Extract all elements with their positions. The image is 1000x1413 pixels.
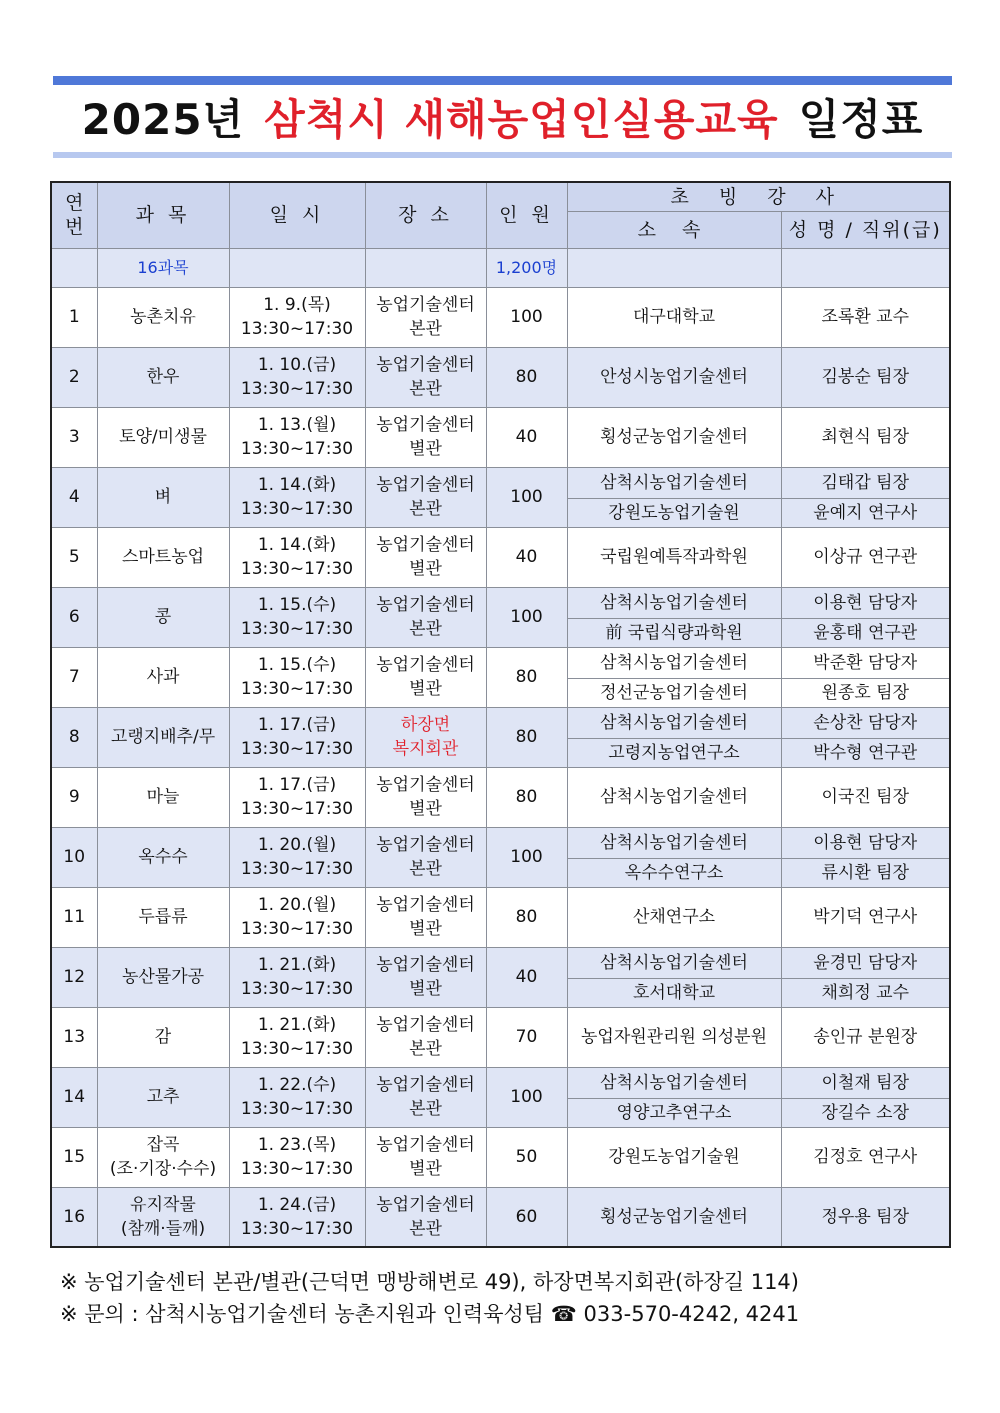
subject-line-2: (참깨·들깨) [120, 1218, 206, 1239]
affiliation-cell: 산채연구소 [567, 887, 781, 947]
instructor-name-cell: 이국진 팀장 [781, 767, 950, 827]
instructor-name-cell: 김태갑 팀장 [781, 467, 950, 498]
table-row [51, 527, 950, 587]
place-line-2: 복지회관 [392, 739, 459, 759]
table-row [51, 587, 950, 618]
row-number: 8 [51, 707, 97, 767]
table-row [51, 347, 950, 407]
place-line-1: 농업기술센터 [376, 655, 475, 675]
count-cell: 60 [486, 1187, 567, 1247]
affiliation-cell: 농업자원관리원 의성분원 [567, 1007, 781, 1067]
place-line-2: 별관 [409, 979, 442, 999]
title-bottom-bar [53, 152, 952, 158]
time-text: 13:30~17:30 [240, 859, 354, 879]
date-text: 1. 21.(화) [257, 955, 337, 975]
place-line-2: 본관 [409, 1218, 442, 1239]
time-text: 13:30~17:30 [240, 1039, 354, 1059]
table-row [51, 887, 950, 947]
affiliation-cell: 횡성군농업기술센터 [567, 407, 781, 467]
subject-cell [97, 1187, 229, 1247]
place-line-1: 농업기술센터 [376, 1015, 475, 1035]
header-place: 장 소 [365, 182, 486, 248]
place-line-2: 별관 [409, 679, 442, 699]
subject-cell: 옥수수 [97, 827, 229, 887]
subject-cell: 벼 [97, 467, 229, 527]
affiliation-cell: 삼척시농업기술센터 [567, 647, 781, 678]
date-text: 1. 24.(금) [257, 1194, 337, 1215]
time-text: 13:30~17:30 [240, 379, 354, 399]
instructor-name-cell: 최현식 팀장 [781, 407, 950, 467]
datetime-cell [229, 1187, 365, 1247]
instructor-name-cell: 채희정 교수 [781, 978, 950, 1007]
table-row [51, 947, 950, 978]
time-text: 13:30~17:30 [240, 1159, 354, 1179]
place-line-2: 본관 [409, 1099, 442, 1119]
time-text: 13:30~17:30 [240, 739, 354, 759]
affiliation-cell: 안성시농업기술센터 [567, 347, 781, 407]
row-number: 14 [51, 1067, 97, 1127]
instructor-name-cell: 김봉순 팀장 [781, 347, 950, 407]
subject-cell: 스마트농업 [97, 527, 229, 587]
note-location: ※ 농업기술센터 본관/별관(근덕면 맹방해변로 49), 하장면복지회관(하장길 114) [60, 1270, 799, 1294]
title-top-bar [53, 76, 952, 85]
place-line-1: 농업기술센터 [376, 1194, 475, 1215]
table-row [51, 827, 950, 858]
place-line-2: 본관 [409, 379, 442, 399]
place-line-1: 농업기술센터 [376, 835, 475, 855]
header-affiliation: 소 속 [567, 211, 781, 248]
summary-subjects: 16과목 [97, 248, 229, 287]
count-cell: 50 [486, 1127, 567, 1187]
date-text: 1. 14.(화) [257, 475, 337, 495]
place-line-1: 농업기술센터 [376, 475, 475, 495]
subject-cell: 한우 [97, 347, 229, 407]
subject-cell: 농산물가공 [97, 947, 229, 1007]
affiliation-cell: 삼척시농업기술센터 [567, 1067, 781, 1098]
date-text: 1. 9.(목) [263, 295, 331, 315]
instructor-name-cell: 송인규 분원장 [781, 1007, 950, 1067]
date-text: 1. 21.(화) [257, 1015, 337, 1035]
instructor-name-cell: 박기덕 연구사 [781, 887, 950, 947]
affiliation-cell: 옥수수연구소 [567, 858, 781, 887]
row-number: 1 [51, 287, 97, 347]
subject-cell [97, 1127, 229, 1187]
time-text: 13:30~17:30 [240, 439, 354, 459]
place-line-2: 본관 [409, 1039, 442, 1059]
row-number: 16 [51, 1187, 97, 1247]
instructor-name-cell: 류시환 팀장 [781, 858, 950, 887]
subject-line-2: (조·기장·수수) [109, 1159, 217, 1179]
instructor-name-cell: 윤홍태 연구관 [781, 618, 950, 647]
row-number: 4 [51, 467, 97, 527]
date-text: 1. 23.(목) [257, 1135, 337, 1155]
place-line-1: 농업기술센터 [376, 415, 475, 435]
time-text: 13:30~17:30 [240, 619, 354, 639]
place-line-2: 별관 [409, 439, 442, 459]
count-cell: 80 [486, 707, 567, 767]
date-text: 1. 10.(금) [257, 355, 337, 375]
row-number: 11 [51, 887, 97, 947]
count-cell: 40 [486, 407, 567, 467]
table-row [51, 1007, 950, 1067]
place-line-2: 별관 [409, 919, 442, 939]
subject-line-1: 유지작물 [130, 1194, 196, 1215]
affiliation-cell: 정선군농업기술센터 [567, 678, 781, 707]
instructor-name-cell: 조록환 교수 [781, 287, 950, 347]
datetime-cell [229, 827, 365, 887]
place-cell [365, 407, 486, 467]
row-number: 5 [51, 527, 97, 587]
count-cell: 80 [486, 347, 567, 407]
count-cell: 100 [486, 1067, 567, 1127]
count-cell: 80 [486, 647, 567, 707]
header-subject: 과 목 [97, 182, 229, 248]
count-cell: 70 [486, 1007, 567, 1067]
datetime-cell [229, 767, 365, 827]
table-row [51, 767, 950, 827]
datetime-cell [229, 1127, 365, 1187]
page-title [53, 90, 952, 150]
table-row [51, 287, 950, 347]
affiliation-cell: 국립원예특작과학원 [567, 527, 781, 587]
datetime-cell [229, 467, 365, 527]
place-line-2: 본관 [409, 619, 442, 639]
affiliation-cell: 삼척시농업기술센터 [567, 587, 781, 618]
note-contact: ※ 문의 : 삼척시농업기술센터 농촌지원과 인력육성팀 ☎ 033-570-4242, 4241 [60, 1302, 800, 1326]
place-line-1: 농업기술센터 [376, 1135, 475, 1155]
datetime-cell [229, 647, 365, 707]
datetime-cell [229, 587, 365, 647]
table-row [51, 1127, 950, 1187]
place-cell [365, 587, 486, 647]
title-suffix: 일정표 [798, 95, 924, 144]
place-cell [365, 467, 486, 527]
table-row [51, 1187, 950, 1247]
place-line-2: 별관 [409, 799, 442, 819]
summary-datetime-cell [229, 248, 365, 287]
header-row-1 [51, 182, 950, 211]
place-cell [365, 527, 486, 587]
place-line-1: 하장면 [400, 715, 451, 735]
subject-line-1: 잡곡 [146, 1135, 180, 1155]
instructor-name-cell: 이철재 팀장 [781, 1067, 950, 1098]
affiliation-cell: 삼척시농업기술센터 [567, 947, 781, 978]
row-number: 9 [51, 767, 97, 827]
instructor-name-cell: 김정호 연구사 [781, 1127, 950, 1187]
count-cell: 100 [486, 587, 567, 647]
time-text: 13:30~17:30 [240, 319, 354, 339]
place-line-1: 농업기술센터 [376, 1075, 475, 1095]
summary-row [51, 248, 950, 287]
datetime-cell [229, 707, 365, 767]
table-row [51, 707, 950, 738]
date-text: 1. 17.(금) [257, 715, 337, 735]
header-no: 연 번 [51, 182, 97, 248]
instructor-name-cell: 장길수 소장 [781, 1098, 950, 1127]
count-cell: 100 [486, 467, 567, 527]
place-cell [365, 947, 486, 1007]
time-text: 13:30~17:30 [240, 679, 354, 699]
date-text: 1. 17.(금) [257, 775, 337, 795]
summary-name-cell [781, 248, 950, 287]
schedule-table [50, 181, 951, 1248]
summary-count: 1,200명 [486, 248, 567, 287]
affiliation-cell: 삼척시농업기술센터 [567, 827, 781, 858]
place-line-1: 농업기술센터 [376, 595, 475, 615]
place-cell [365, 1007, 486, 1067]
datetime-cell [229, 527, 365, 587]
place-line-1: 농업기술센터 [376, 355, 475, 375]
count-cell: 100 [486, 287, 567, 347]
place-line-2: 본관 [409, 859, 442, 879]
count-cell: 40 [486, 947, 567, 1007]
count-cell: 80 [486, 767, 567, 827]
row-number: 10 [51, 827, 97, 887]
subject-cell: 두릅류 [97, 887, 229, 947]
row-number: 12 [51, 947, 97, 1007]
row-number: 3 [51, 407, 97, 467]
table-row [51, 1067, 950, 1098]
subject-cell: 마늘 [97, 767, 229, 827]
datetime-cell [229, 1007, 365, 1067]
row-number: 7 [51, 647, 97, 707]
time-text: 13:30~17:30 [240, 1218, 354, 1239]
footer-notes [60, 1266, 960, 1330]
table-row [51, 647, 950, 678]
place-line-1: 농업기술센터 [376, 775, 475, 795]
count-cell: 40 [486, 527, 567, 587]
summary-aff-cell [567, 248, 781, 287]
date-text: 1. 20.(월) [257, 835, 337, 855]
subject-cell: 고랭지배추/무 [97, 707, 229, 767]
place-line-1: 농업기술센터 [376, 535, 475, 555]
place-line-2: 별관 [409, 559, 442, 579]
affiliation-cell: 삼척시농업기술센터 [567, 707, 781, 738]
header-datetime: 일 시 [229, 182, 365, 248]
place-line-2: 별관 [409, 1159, 442, 1179]
instructor-name-cell: 원종호 팀장 [781, 678, 950, 707]
table-row [51, 407, 950, 467]
time-text: 13:30~17:30 [240, 799, 354, 819]
instructor-name-cell: 정우용 팀장 [781, 1187, 950, 1247]
place-cell [365, 647, 486, 707]
title-main: 삼척시 새해농업인실용교육 [264, 95, 779, 144]
place-line-2: 본관 [409, 499, 442, 519]
place-line-1: 농업기술센터 [376, 895, 475, 915]
place-cell [365, 347, 486, 407]
title-year: 2025년 [81, 95, 245, 144]
datetime-cell [229, 347, 365, 407]
subject-cell: 고추 [97, 1067, 229, 1127]
place-line-1: 농업기술센터 [376, 955, 475, 975]
datetime-cell [229, 947, 365, 1007]
place-cell [365, 1187, 486, 1247]
instructor-name-cell: 이용현 담당자 [781, 587, 950, 618]
subject-cell: 농촌치유 [97, 287, 229, 347]
time-text: 13:30~17:30 [240, 559, 354, 579]
affiliation-cell: 횡성군농업기술센터 [567, 1187, 781, 1247]
summary-no-cell [51, 248, 97, 287]
header-name-position: 성 명 / 직위(급) [781, 211, 950, 248]
place-cell [365, 707, 486, 767]
instructor-name-cell: 박준환 담당자 [781, 647, 950, 678]
header-instructor: 초 빙 강 사 [567, 182, 950, 211]
row-number: 13 [51, 1007, 97, 1067]
instructor-name-cell: 윤예지 연구사 [781, 498, 950, 527]
affiliation-cell: 삼척시농업기술센터 [567, 467, 781, 498]
affiliation-cell: 대구대학교 [567, 287, 781, 347]
time-text: 13:30~17:30 [240, 1099, 354, 1119]
count-cell: 80 [486, 887, 567, 947]
date-text: 1. 14.(화) [257, 535, 337, 555]
datetime-cell [229, 407, 365, 467]
header-count: 인 원 [486, 182, 567, 248]
affiliation-cell: 前 국립식량과학원 [567, 618, 781, 647]
summary-place-cell [365, 248, 486, 287]
time-text: 13:30~17:30 [240, 979, 354, 999]
date-text: 1. 15.(수) [257, 655, 337, 675]
count-cell: 100 [486, 827, 567, 887]
date-text: 1. 22.(수) [257, 1075, 337, 1095]
datetime-cell [229, 287, 365, 347]
table-row [51, 467, 950, 498]
row-number: 6 [51, 587, 97, 647]
place-cell [365, 287, 486, 347]
place-cell [365, 1067, 486, 1127]
subject-cell: 사과 [97, 647, 229, 707]
time-text: 13:30~17:30 [240, 499, 354, 519]
place-cell [365, 1127, 486, 1187]
date-text: 1. 20.(월) [257, 895, 337, 915]
subject-cell: 감 [97, 1007, 229, 1067]
instructor-name-cell: 이상규 연구관 [781, 527, 950, 587]
row-number: 15 [51, 1127, 97, 1187]
subject-cell: 콩 [97, 587, 229, 647]
affiliation-cell: 강원도농업기술원 [567, 498, 781, 527]
affiliation-cell: 영양고추연구소 [567, 1098, 781, 1127]
instructor-name-cell: 윤경민 담당자 [781, 947, 950, 978]
datetime-cell [229, 887, 365, 947]
date-text: 1. 15.(수) [257, 595, 337, 615]
time-text: 13:30~17:30 [240, 919, 354, 939]
instructor-name-cell: 손상찬 담당자 [781, 707, 950, 738]
instructor-name-cell: 박수형 연구관 [781, 738, 950, 767]
affiliation-cell: 강원도농업기술원 [567, 1127, 781, 1187]
place-cell [365, 887, 486, 947]
datetime-cell [229, 1067, 365, 1127]
instructor-name-cell: 이용현 담당자 [781, 827, 950, 858]
affiliation-cell: 고령지농업연구소 [567, 738, 781, 767]
place-cell [365, 767, 486, 827]
place-cell [365, 827, 486, 887]
affiliation-cell: 삼척시농업기술센터 [567, 767, 781, 827]
subject-cell: 토양/미생물 [97, 407, 229, 467]
row-number: 2 [51, 347, 97, 407]
date-text: 1. 13.(월) [257, 415, 337, 435]
place-line-2: 본관 [409, 319, 442, 339]
place-line-1: 농업기술센터 [376, 295, 475, 315]
affiliation-cell: 호서대학교 [567, 978, 781, 1007]
